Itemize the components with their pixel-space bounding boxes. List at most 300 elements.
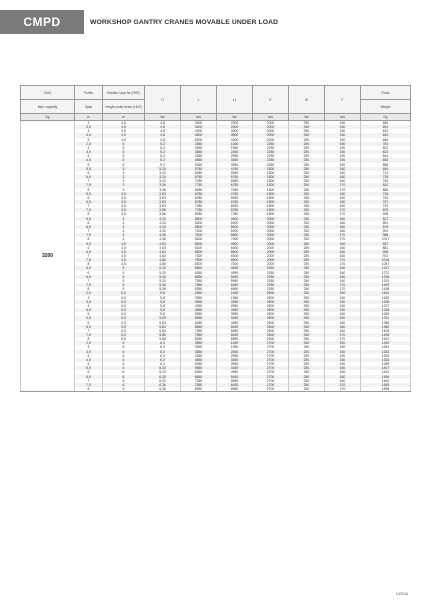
table-cell: 4,5: [75, 158, 103, 162]
table-cell: 250: [289, 133, 325, 137]
table-cell: 6780: [217, 183, 253, 187]
table-cell: 6800: [217, 258, 253, 262]
table-cell: 1017: [361, 237, 411, 241]
table-cell: 6,5: [75, 200, 103, 204]
table-cell: 1500: [253, 183, 289, 187]
table-cell: 6: [103, 370, 145, 374]
table-cell: 2500: [253, 333, 289, 337]
table-cell: 3,36: [145, 183, 181, 187]
table-cell: 2500: [253, 296, 289, 300]
table-cell: 5: [103, 287, 145, 291]
col-subheader-height: Height under beam (HUF): [103, 100, 145, 114]
table-cell: 160: [325, 246, 361, 250]
table-cell: 2500: [253, 321, 289, 325]
table-cell: 170: [325, 208, 361, 212]
table-cell: 250: [289, 383, 325, 387]
table-cell: 250: [289, 358, 325, 362]
table-cell: 5450: [217, 375, 253, 379]
table-cell: 6: [103, 362, 145, 366]
table-cell: 3,5: [103, 196, 145, 200]
table-cell: 7,5: [75, 333, 103, 337]
table-cell: 4800: [217, 217, 253, 221]
table-cell: 7,5: [75, 208, 103, 212]
table-cell: 1321: [361, 279, 411, 283]
table-cell: 250: [289, 362, 325, 366]
col-header-cmu: CMU: [21, 86, 75, 100]
table-cell: 742: [361, 196, 411, 200]
table-cell: 1493: [361, 333, 411, 337]
table-cell: 150: [325, 163, 361, 167]
table-cell: 2950: [217, 304, 253, 308]
table-cell: 160: [325, 204, 361, 208]
table-cell: 6,5: [75, 250, 103, 254]
table-cell: 2700: [253, 387, 289, 392]
table-cell: 8: [75, 262, 103, 266]
table-cell: 1500: [253, 192, 289, 196]
table-cell: 6: [103, 341, 145, 345]
table-cell: 250: [289, 337, 325, 341]
table-cell: 6: [103, 345, 145, 349]
col-header-l: L: [181, 86, 217, 114]
table-cell: 1407: [361, 366, 411, 370]
table-cell: 1500: [253, 171, 289, 175]
table-cell: 5: [75, 362, 103, 366]
table-cell: 1272: [361, 271, 411, 275]
table-cell: 250: [289, 354, 325, 358]
table-cell: 6450: [217, 383, 253, 387]
table-cell: 160: [325, 379, 361, 383]
table-cell: 3: [75, 146, 103, 150]
table-cell: 851: [361, 221, 411, 225]
table-cell: 250: [289, 304, 325, 308]
table-cell: 5,3: [145, 146, 181, 150]
table-cell: 250: [289, 341, 325, 345]
table-cell: 1248: [361, 308, 411, 312]
table-cell: 8350: [181, 337, 217, 341]
table-cell: 792: [361, 204, 411, 208]
table-cell: 6,3: [145, 350, 181, 354]
table-cell: 3,5: [103, 204, 145, 208]
table-cell: 857: [361, 242, 411, 246]
table-cell: 2000: [253, 221, 289, 225]
table-cell: 160: [325, 325, 361, 329]
table-cell: 690: [361, 167, 411, 171]
table-cell: 4,33: [145, 221, 181, 225]
table-cell: 2000: [253, 121, 289, 126]
table-cell: 3850: [181, 150, 217, 154]
table-cell: 250: [289, 316, 325, 320]
table-cell: 3: [75, 121, 103, 126]
table-cell: 4450: [217, 366, 253, 370]
table-cell: 250: [289, 163, 325, 167]
table-cell: 4: [75, 129, 103, 133]
table-cell: 4,5: [103, 138, 145, 142]
unit-diameter: mm: [289, 114, 325, 121]
table-cell: 250: [289, 266, 325, 270]
table-cell: 5: [103, 271, 145, 275]
table-cell: 170: [325, 387, 361, 392]
table-cell: 3: [103, 175, 145, 179]
table-cell: 6350: [181, 321, 217, 325]
table-cell: 250: [289, 125, 325, 129]
table-cell: 4950: [217, 271, 253, 275]
table-cell: 250: [289, 329, 325, 333]
table-cell: 4,5: [103, 262, 145, 266]
table-cell: 150: [325, 154, 361, 158]
table-cell: 781: [361, 142, 411, 146]
table-cell: 2250: [253, 150, 289, 154]
table-cell: 906: [361, 250, 411, 254]
table-cell: 881: [361, 246, 411, 250]
table-cell: 2250: [253, 275, 289, 279]
col-header-weight: Poids: [361, 86, 411, 100]
table-cell: 4,33: [145, 225, 181, 229]
table-cell: 1950: [217, 345, 253, 349]
table-cell: 823: [361, 150, 411, 154]
table-cell: 2000: [253, 133, 289, 137]
table-cell: 160: [325, 275, 361, 279]
table-cell: 6350: [181, 370, 217, 374]
table-cell: 5,5: [103, 316, 145, 320]
table-cell: 1500: [253, 200, 289, 204]
table-cell: 2700: [253, 358, 289, 362]
table-cell: 2500: [253, 312, 289, 316]
table-cell: 3,5: [103, 200, 145, 204]
table-cell: 5: [103, 283, 145, 287]
table-cell: 2250: [253, 142, 289, 146]
table-cell: 7: [75, 229, 103, 233]
table-cell: 4: [103, 225, 145, 229]
table-cell: 250: [289, 370, 325, 374]
table-cell: 5,3: [145, 142, 181, 146]
brand-logo: [0, 10, 84, 34]
table-cell: 5800: [181, 242, 217, 246]
table-cell: 5,5: [75, 217, 103, 221]
table-cell: 1240: [361, 341, 411, 345]
table-cell: 250: [289, 387, 325, 392]
table-cell: 250: [289, 375, 325, 379]
table-cell: 5,33: [145, 279, 181, 283]
table-cell: 2700: [253, 375, 289, 379]
table-cell: 7: [75, 204, 103, 208]
table-cell: 7350: [181, 379, 217, 383]
table-cell: 160: [325, 242, 361, 246]
table-cell: 5,5: [103, 321, 145, 325]
table-cell: 7850: [181, 283, 217, 287]
table-cell: 250: [289, 237, 325, 241]
table-cell: 4,5: [75, 308, 103, 312]
table-cell: 250: [289, 258, 325, 262]
table-cell: 1345: [361, 362, 411, 366]
table-cell: 5,86: [145, 333, 181, 337]
table-cell: 4: [75, 304, 103, 308]
table-cell: 250: [289, 271, 325, 275]
table-cell: 4850: [181, 158, 217, 162]
table-cell: 1269: [361, 312, 411, 316]
table-cell: 5,83: [145, 325, 181, 329]
table-cell: 250: [289, 254, 325, 258]
table-cell: 150: [325, 341, 361, 345]
table-cell: 1950: [217, 296, 253, 300]
table-cell: 5,8: [145, 300, 181, 304]
table-cell: 8: [75, 387, 103, 392]
table-cell: 5,5: [103, 325, 145, 329]
table-cell: 3,83: [145, 204, 181, 208]
table-cell: 5,33: [145, 167, 181, 171]
table-cell: 1522: [361, 337, 411, 341]
table-cell: 7300: [217, 262, 253, 266]
table-cell: 170: [325, 258, 361, 262]
table-cell: 4,8: [145, 121, 181, 126]
table-cell: 1450: [217, 341, 253, 345]
table-cell: 2000: [253, 233, 289, 237]
table-cell: 4,33: [145, 229, 181, 233]
table-cell: 160: [325, 179, 361, 183]
table-cell: 2250: [253, 279, 289, 283]
table-cell: 1500: [253, 212, 289, 216]
table-cell: 5: [103, 266, 145, 270]
col-header-h: H: [145, 86, 181, 114]
table-cell: 250: [289, 250, 325, 254]
table-cell: 3,5: [103, 212, 145, 216]
table-cell: 3,5: [103, 208, 145, 212]
table-cell: 3,83: [145, 200, 181, 204]
table-cell: 4,5: [103, 129, 145, 133]
table-cell: 865: [361, 158, 411, 162]
table-cell: 3950: [217, 163, 253, 167]
table-cell: 5,36: [145, 287, 181, 291]
table-cell: 4,8: [145, 138, 181, 142]
table-cell: 5: [103, 154, 145, 158]
table-cell: 764: [361, 179, 411, 183]
table-cell: 150: [325, 362, 361, 366]
table-cell: 250: [289, 171, 325, 175]
table-cell: 250: [289, 138, 325, 142]
table-cell: 160: [325, 225, 361, 229]
table-cell: 8280: [181, 212, 217, 216]
col-header-e: E: [253, 86, 289, 114]
table-cell: 7280: [217, 212, 253, 216]
page-title: WORKSHOP GANTRY CRANES MOVABLE UNDER LOAD: [90, 18, 279, 26]
table-cell: 3,86: [145, 212, 181, 216]
table-cell: 5,3: [145, 158, 181, 162]
table-cell: 908: [361, 212, 411, 216]
table-cell: 250: [289, 179, 325, 183]
table-cell: 2300: [217, 121, 253, 126]
table-cell: 5,86: [145, 337, 181, 341]
table-cell: 6: [75, 196, 103, 200]
table-cell: 5,5: [103, 312, 145, 316]
table-cell: 7: [75, 279, 103, 283]
table-cell: 160: [325, 229, 361, 233]
table-cell: 7800: [181, 258, 217, 262]
table-cell: 2500: [253, 325, 289, 329]
table-cell: 827: [361, 217, 411, 221]
table-cell: 844: [361, 154, 411, 158]
table-cell: 6: [103, 350, 145, 354]
col-subheader-span: Span: [75, 100, 103, 114]
page-footer-code: 10/2016: [395, 592, 408, 596]
table-cell: 6300: [217, 254, 253, 258]
spec-table: [20, 85, 411, 392]
table-cell: 4450: [217, 316, 253, 320]
table-cell: 5: [103, 163, 145, 167]
table-cell: 250: [289, 333, 325, 337]
table-cell: 1282: [361, 350, 411, 354]
table-cell: 1331: [361, 316, 411, 320]
table-cell: 4,83: [145, 246, 181, 250]
table-cell: 5: [103, 142, 145, 146]
table-cell: 160: [325, 254, 361, 258]
table-cell: 6,5: [75, 325, 103, 329]
table-cell: 1206: [361, 300, 411, 304]
table-cell: 4300: [181, 129, 217, 133]
table-cell: 1261: [361, 345, 411, 349]
table-cell: 6,33: [145, 370, 181, 374]
table-cell: 4,8: [145, 133, 181, 137]
table-cell: 250: [289, 379, 325, 383]
table-cell: 2450: [217, 350, 253, 354]
table-cell: 250: [289, 242, 325, 246]
table-cell: 160: [325, 175, 361, 179]
table-cell: 7850: [181, 383, 217, 387]
table-cell: 4,5: [103, 246, 145, 250]
table-cell: 3450: [217, 308, 253, 312]
table-cell: 4350: [181, 154, 217, 158]
table-cell: 150: [325, 296, 361, 300]
table-cell: 1185: [361, 296, 411, 300]
table-cell: 8350: [181, 387, 217, 392]
table-cell: 4350: [181, 304, 217, 308]
table-cell: 3,83: [145, 192, 181, 196]
table-cell: 250: [289, 300, 325, 304]
table-cell: 170: [325, 333, 361, 337]
table-cell: 4350: [181, 354, 217, 358]
table-cell: 2450: [217, 300, 253, 304]
table-cell: 250: [289, 175, 325, 179]
table-cell: 4,33: [145, 217, 181, 221]
col-subheader-weight: Weight: [361, 100, 411, 114]
table-cell: 2000: [253, 225, 289, 229]
table-cell: 250: [289, 321, 325, 325]
table-cell: 5,33: [145, 271, 181, 275]
table-cell: 250: [289, 142, 325, 146]
table-cell: 851: [361, 183, 411, 187]
table-cell: 2000: [253, 229, 289, 233]
table-cell: 6: [103, 375, 145, 379]
unit-cmu: Kg: [21, 114, 75, 121]
table-cell: 7300: [181, 254, 217, 258]
table-cell: 580: [361, 121, 411, 126]
table-cell: 2700: [253, 345, 289, 349]
table-cell: 8: [75, 212, 103, 216]
table-cell: 5,8: [145, 304, 181, 308]
table-cell: 5: [75, 163, 103, 167]
table-cell: 5950: [217, 329, 253, 333]
table-cell: 876: [361, 225, 411, 229]
table-cell: 2000: [253, 138, 289, 142]
table-cell: 250: [289, 291, 325, 295]
table-cell: 3450: [217, 358, 253, 362]
table-cell: 714: [361, 171, 411, 175]
table-cell: 2500: [253, 304, 289, 308]
table-cell: 1500: [253, 188, 289, 192]
table-cell: 1450: [217, 142, 253, 146]
table-cell: 6: [103, 379, 145, 383]
table-cell: 2950: [217, 154, 253, 158]
table-cell: 6280: [181, 196, 217, 200]
table-cell: 6450: [217, 283, 253, 287]
table-cell: 6: [75, 246, 103, 250]
table-cell: 250: [289, 325, 325, 329]
table-cell: 2700: [253, 383, 289, 387]
table-cell: 150: [325, 158, 361, 162]
table-cell: 2000: [253, 246, 289, 250]
table-cell: 8300: [181, 262, 217, 266]
table-cell: 1303: [361, 354, 411, 358]
table-cell: 1356: [361, 321, 411, 325]
table-cell: 2700: [253, 370, 289, 374]
table-cell: 4450: [217, 266, 253, 270]
table-cell: 250: [289, 312, 325, 316]
table-cell: 4,8: [145, 129, 181, 133]
table-cell: 5350: [181, 163, 217, 167]
table-cell: 250: [289, 129, 325, 133]
header-row-units: [21, 114, 411, 121]
col-header-f: F: [325, 86, 361, 114]
table-cell: 5450: [217, 275, 253, 279]
table-cell: 170: [325, 237, 361, 241]
table-cell: 150: [325, 125, 361, 129]
col-header-l1: L1: [217, 86, 253, 114]
table-cell: 802: [361, 146, 411, 150]
table-cell: 3,33: [145, 179, 181, 183]
header-row-primary: [21, 86, 411, 100]
table-cell: 2700: [253, 350, 289, 354]
table-cell: 5,5: [75, 316, 103, 320]
table-cell: 3300: [217, 129, 253, 133]
table-cell: 2000: [253, 250, 289, 254]
table-cell: 5,5: [75, 167, 103, 171]
table-cell: 2000: [253, 237, 289, 241]
table-cell: 170: [325, 337, 361, 341]
table-cell: 8: [75, 337, 103, 341]
table-cell: 8280: [181, 188, 217, 192]
table-cell: 4,5: [103, 242, 145, 246]
table-cell: 250: [289, 204, 325, 208]
table-cell: 5: [103, 275, 145, 279]
table-cell: 5,5: [103, 308, 145, 312]
table-cell: 7: [75, 379, 103, 383]
table-cell: 2500: [253, 300, 289, 304]
table-cell: 2700: [253, 362, 289, 366]
table-cell: 160: [325, 266, 361, 270]
table-cell: 2700: [253, 366, 289, 370]
table-cell: 8: [75, 287, 103, 291]
table-cell: 4800: [181, 133, 217, 137]
table-cell: 2700: [253, 379, 289, 383]
table-cell: 4,5: [75, 133, 103, 137]
table-cell: 7,5: [75, 183, 103, 187]
table-cell: 6850: [181, 325, 217, 329]
table-cell: 2000: [253, 262, 289, 266]
table-cell: 2700: [253, 341, 289, 345]
table-cell: 664: [361, 138, 411, 142]
table-cell: 2250: [253, 287, 289, 291]
table-cell: 988: [361, 233, 411, 237]
table-cell: 5280: [217, 171, 253, 175]
table-cell: 170: [325, 233, 361, 237]
